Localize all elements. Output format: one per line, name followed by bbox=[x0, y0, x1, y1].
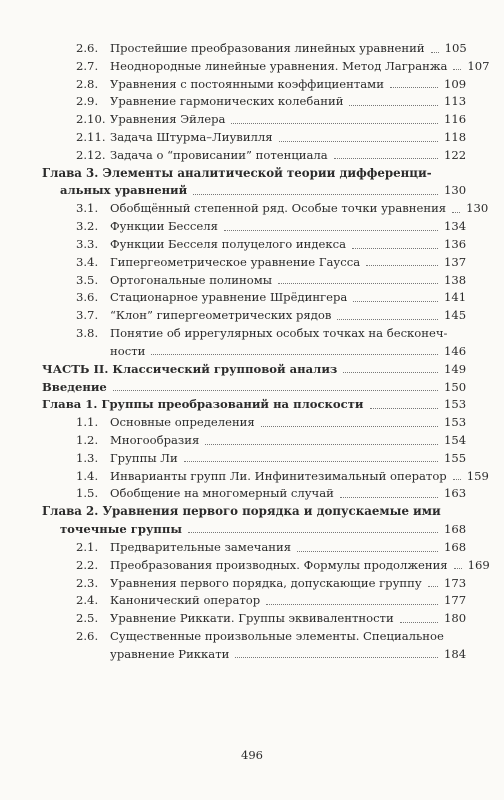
entry-number: 3.8. bbox=[76, 326, 99, 340]
toc-entry[interactable] bbox=[40, 236, 466, 253]
entry-page: 107 bbox=[467, 58, 490, 73]
entry-title: Функции Бесселя bbox=[110, 219, 218, 234]
entry-title: Предварительные замечания bbox=[110, 540, 292, 554]
entry-number: 1.3. bbox=[76, 450, 99, 465]
dot-leader bbox=[235, 657, 438, 658]
dot-leader bbox=[184, 461, 438, 462]
dot-leader bbox=[353, 301, 438, 302]
dot-leader bbox=[352, 248, 438, 249]
toc-chapter[interactable] bbox=[40, 396, 466, 413]
entry-page: 130 bbox=[466, 201, 489, 216]
toc-entry[interactable] bbox=[40, 129, 466, 146]
entry-page: 113 bbox=[444, 94, 467, 109]
chapter-title-line2: альных уравнений bbox=[60, 183, 188, 198]
entry-page: 184 bbox=[444, 646, 467, 661]
dot-leader bbox=[343, 372, 438, 373]
entry-number: 3.1. bbox=[76, 201, 99, 216]
dot-leader bbox=[454, 568, 462, 569]
dot-leader bbox=[337, 319, 438, 320]
entry-page: 137 bbox=[444, 254, 467, 269]
chapter-title-line1: Глава 2. Уравнения первого порядка и допускаемые ими bbox=[42, 504, 441, 519]
entry-page: 109 bbox=[444, 76, 467, 91]
page-number: 496 bbox=[241, 748, 263, 762]
dot-leader bbox=[188, 532, 438, 533]
entry-page: 169 bbox=[467, 557, 490, 572]
dot-leader bbox=[334, 158, 438, 159]
entry-title: Ортогональные полиномы bbox=[110, 272, 272, 287]
dot-leader bbox=[113, 390, 438, 391]
entry-title: Функции Бесселя полуцелого индекса bbox=[110, 237, 347, 251]
dot-leader bbox=[261, 426, 438, 427]
dot-leader bbox=[366, 265, 438, 266]
dot-leader bbox=[193, 194, 438, 195]
entry-title-line1: Существенные произвольные элементы. Специальное bbox=[110, 629, 444, 643]
dot-leader bbox=[297, 551, 438, 552]
entry-number: 2.10. bbox=[76, 112, 106, 127]
toc-entry[interactable] bbox=[40, 111, 466, 128]
toc-entry[interactable] bbox=[40, 40, 466, 57]
entry-page: 177 bbox=[444, 593, 467, 608]
entry-page: 136 bbox=[444, 237, 467, 251]
entry-title: Основные определения bbox=[110, 415, 255, 430]
entry-title: Уравнение Риккати. Группы эквивалентности bbox=[110, 611, 394, 626]
entry-number: 1.2. bbox=[76, 433, 99, 447]
entry-page: 154 bbox=[444, 433, 467, 447]
entry-title: Неоднородные линейные уравнения. Метод Лагранжа bbox=[110, 58, 448, 73]
dot-leader bbox=[453, 69, 461, 70]
dot-leader bbox=[231, 123, 438, 124]
entry-page: 168 bbox=[444, 540, 467, 554]
dot-leader bbox=[452, 212, 460, 213]
toc-entry[interactable] bbox=[40, 218, 466, 235]
entry-title-line2: уравнение Риккати bbox=[110, 646, 230, 661]
part-page: 149 bbox=[444, 361, 467, 376]
entry-page: 105 bbox=[444, 41, 467, 55]
entry-number: 3.3. bbox=[76, 237, 99, 251]
part-title: Введение bbox=[42, 379, 107, 394]
entry-number: 2.11. bbox=[76, 130, 106, 144]
chapter-page: 168 bbox=[444, 521, 467, 536]
entry-page: 118 bbox=[444, 130, 467, 144]
toc-part[interactable] bbox=[40, 379, 466, 396]
entry-page: 180 bbox=[444, 611, 467, 626]
entry-number: 2.3. bbox=[76, 575, 99, 590]
toc-entry[interactable] bbox=[40, 414, 466, 431]
dot-leader bbox=[428, 586, 438, 587]
entry-title: Обобщённый степенной ряд. Особые точки уравнения bbox=[110, 201, 447, 216]
entry-title: Инварианты групп Ли. Инфинитезимальный оператор bbox=[110, 468, 447, 483]
entry-number: 1.5. bbox=[76, 486, 99, 501]
toc-entry[interactable] bbox=[40, 254, 466, 271]
toc-entry[interactable] bbox=[40, 539, 466, 556]
dot-leader bbox=[390, 87, 438, 88]
toc-entry[interactable] bbox=[40, 200, 489, 217]
dot-leader bbox=[205, 444, 438, 445]
entry-page: 141 bbox=[444, 290, 467, 305]
entry-page: 145 bbox=[444, 308, 467, 323]
entry-page: 146 bbox=[444, 343, 467, 358]
entry-page: 159 bbox=[466, 468, 489, 483]
toc-entry[interactable] bbox=[40, 289, 466, 306]
toc-entry[interactable] bbox=[40, 307, 466, 324]
toc-entry[interactable] bbox=[40, 58, 490, 75]
entry-title: “Клон” гипергеометрических рядов bbox=[110, 308, 332, 323]
entry-page: 138 bbox=[444, 272, 467, 287]
entry-number: 2.5. bbox=[76, 611, 99, 626]
dot-leader bbox=[340, 497, 438, 498]
dot-leader bbox=[279, 141, 438, 142]
dot-leader bbox=[278, 283, 438, 284]
entry-title: Гипергеометрическое уравнение Гаусса bbox=[110, 254, 361, 269]
entry-title-line1: Понятие об иррегулярных особых точках на бесконеч- bbox=[110, 326, 448, 340]
entry-title: Уравнение гармонических колебаний bbox=[110, 94, 344, 109]
entry-number: 2.4. bbox=[76, 593, 99, 608]
entry-title: Группы Ли bbox=[110, 450, 178, 465]
dot-leader bbox=[224, 230, 438, 231]
toc-entry[interactable] bbox=[40, 521, 466, 538]
entry-title: Стационарное уравнение Шрёдингера bbox=[110, 290, 348, 305]
toc-entry[interactable] bbox=[40, 182, 466, 199]
entry-number: 1.1. bbox=[76, 415, 99, 430]
entry-number: 3.6. bbox=[76, 290, 99, 305]
entry-title: Многообразия bbox=[110, 433, 200, 447]
dot-leader bbox=[400, 622, 438, 623]
dot-leader bbox=[370, 408, 438, 409]
entry-number: 2.2. bbox=[76, 557, 99, 572]
entry-title: Обобщение на многомерный случай bbox=[110, 486, 334, 501]
entry-page: 116 bbox=[444, 112, 467, 127]
toc-entry[interactable] bbox=[40, 272, 466, 289]
entry-number: 2.1. bbox=[76, 540, 99, 554]
toc-entry[interactable] bbox=[40, 432, 466, 449]
entry-page: 134 bbox=[444, 219, 467, 234]
entry-title: Преобразования производных. Формулы продолжения bbox=[110, 557, 448, 572]
toc-entry[interactable] bbox=[40, 343, 466, 360]
dot-leader bbox=[349, 105, 438, 106]
entry-number: 2.9. bbox=[76, 94, 99, 109]
part-title: ЧАСТЬ II. Классический групповой анализ bbox=[42, 361, 338, 376]
toc-entry[interactable] bbox=[40, 575, 466, 592]
entry-number: 2.12. bbox=[76, 147, 106, 162]
entry-number: 1.4. bbox=[76, 468, 99, 483]
toc-entry[interactable] bbox=[40, 610, 466, 627]
entry-number: 2.8. bbox=[76, 76, 99, 91]
toc-entry[interactable] bbox=[40, 557, 490, 574]
toc-entry[interactable] bbox=[40, 76, 466, 93]
entry-number: 3.4. bbox=[76, 254, 99, 269]
entry-page: 173 bbox=[444, 575, 467, 590]
entry-page: 122 bbox=[444, 147, 467, 162]
entry-title: Канонический оператор bbox=[110, 593, 261, 608]
entry-page: 155 bbox=[444, 450, 467, 465]
part-page: 150 bbox=[444, 379, 467, 394]
toc-entry[interactable] bbox=[40, 468, 489, 485]
toc-entry[interactable] bbox=[40, 450, 466, 467]
toc-entry[interactable] bbox=[40, 485, 466, 502]
toc-entry[interactable] bbox=[40, 93, 466, 110]
entry-title: Задача о “провисании” потенциала bbox=[110, 147, 328, 162]
entry-title: Задача Штурма–Лиувилля bbox=[110, 130, 273, 144]
entry-number: 3.2. bbox=[76, 219, 99, 234]
toc-entry[interactable] bbox=[40, 646, 466, 663]
part-title: Глава 1. Группы преобразований на плоскости bbox=[42, 397, 364, 412]
dot-leader bbox=[453, 479, 461, 480]
dot-leader bbox=[151, 354, 438, 355]
entry-title: Уравнения первого порядка, допускающие группу bbox=[110, 575, 422, 590]
entry-page: 153 bbox=[444, 415, 467, 430]
dot-leader bbox=[431, 52, 439, 53]
entry-title: Уравнения Эйлера bbox=[110, 112, 226, 127]
toc-entry[interactable] bbox=[40, 147, 466, 164]
entry-number: 2.6. bbox=[76, 41, 99, 55]
entry-number: 3.5. bbox=[76, 272, 99, 287]
chapter-title-line1: Глава 3. Элементы аналитической теории дифференци- bbox=[42, 165, 432, 180]
entry-title: Уравнения с постоянными коэффициентами bbox=[110, 76, 384, 91]
entry-number: 2.6. bbox=[76, 629, 99, 643]
part-page: 153 bbox=[444, 397, 467, 412]
entry-title-line2: ности bbox=[110, 343, 146, 358]
toc-part[interactable] bbox=[40, 361, 466, 378]
entry-page: 163 bbox=[444, 486, 467, 501]
chapter-title-line2: точечные группы bbox=[60, 521, 183, 536]
entry-number: 3.7. bbox=[76, 308, 99, 323]
entry-title: Простейшие преобразования линейных уравнений bbox=[110, 41, 425, 55]
dot-leader bbox=[266, 604, 438, 605]
entry-number: 2.7. bbox=[76, 58, 99, 73]
chapter-page: 130 bbox=[444, 183, 467, 198]
toc-entry[interactable] bbox=[40, 592, 466, 609]
